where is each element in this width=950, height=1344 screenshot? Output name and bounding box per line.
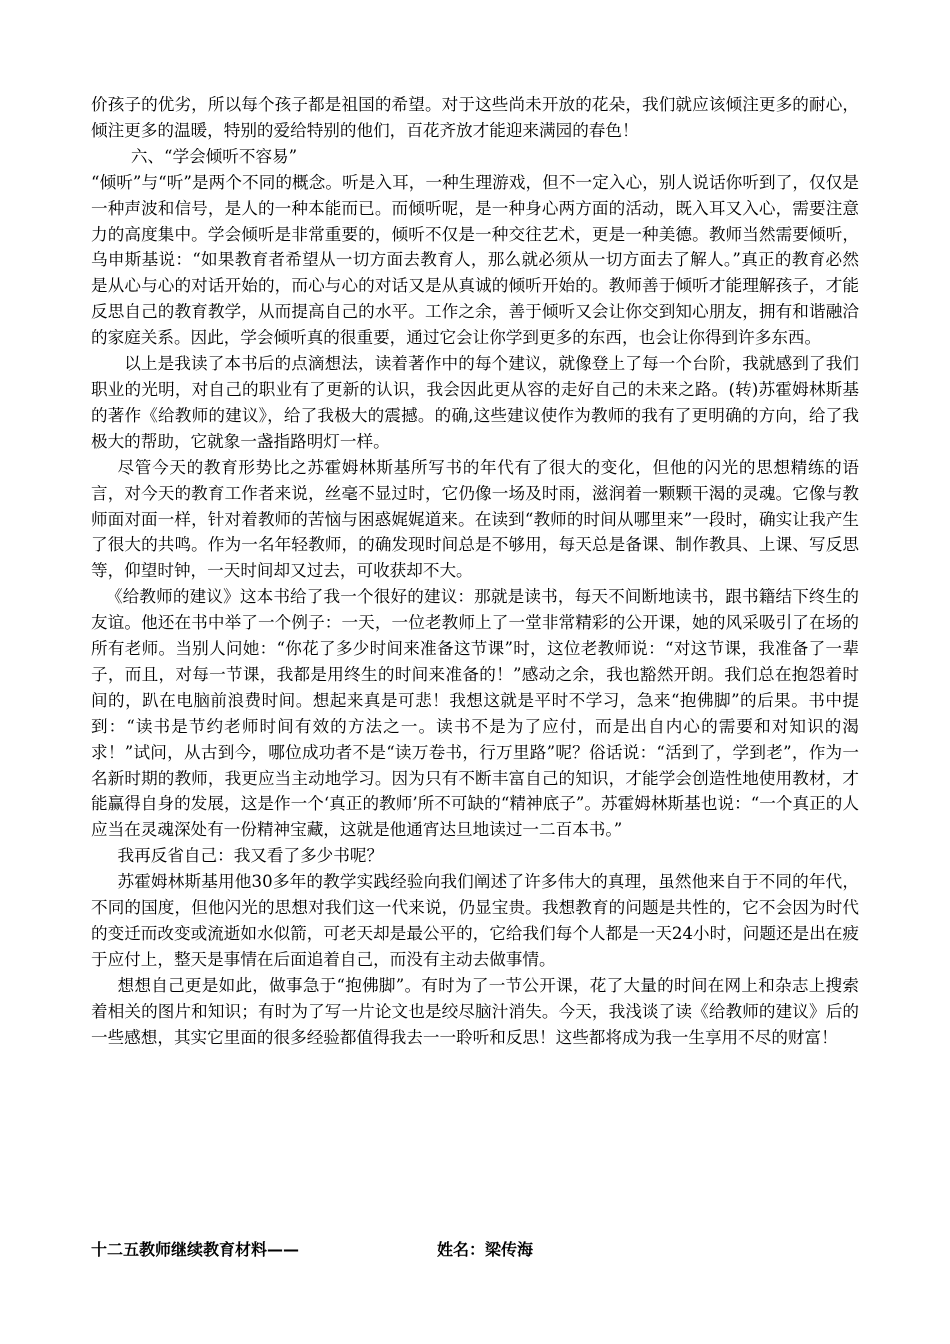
- paragraph-listening: “倾听”与“听”是两个不同的概念。听是入耳，一种生理游戏，但不一定入心，别人说话你听到了，仅仅是一种声波和信号，是人的一种本能而已。而倾听呢，是一种身心两方面的活动，既入耳又入心，需要注意力的高度集中。学会倾听是非常重要的，倾听不仅是一种交往艺术，更是一种美德。教师当然需要倾听，乌申斯基说：“如果教育者希望从一切方面去教育人，那么就必须从一切方面去了解人。”真正的教育必然是从心与心的对话开始的，而心与心的对话又是从真诚的倾听开始的。教师善于倾听才能理解孩子，才能反思自己的教育教学，从而提高自己的水平。工作之余，善于倾听又会让你交到知心朋友，拥有和谐融洽的家庭关系。因此，学会倾听真的很重要，通过它会让你学到更多的东西，也会让你得到许多东西。: [91, 172, 859, 348]
- document-body: [91, 92, 859, 1051]
- paragraph-continuation: 价孩子的优劣，所以每个孩子都是祖国的希望。对于这些尚未开放的花朵，我们就应该倾注更多的耐心，倾注更多的温暖，特别的爱给特别的他们，百花齐放才能迎来满园的春色！: [91, 95, 859, 140]
- paragraph-reading-advice: 《给教师的建议》这本书给了我一个很好的建议：那就是读书，每天不间断地读书，跟书籍结下终生的友谊。他还在书中举了一个例子：一天，一位老教师上了一堂非常精彩的公开课，她的风采吸引了在场的所有老师。当别人问她：“你花了多少时间来准备这节课”时，这位老教师说：“对这节课，我准备了一辈子，而且，对每一节课，我都是用终生的时间来准备的！”感动之余，我也豁然开朗。我们总在抱怨着时间的，趴在电脑前浪费时间。想起来真是可悲！我想这就是平时不学习，急来“抱佛脚”的后果。书中提到：“读书是节约老师时间有效的方法之一。读书不是为了应付，而是出自内心的需要和对知识的渴求！”试问，从古到今，哪位成功者不是“读万卷书，行万里路”呢？俗话说：“活到了，学到老”，作为一名新时期的教师，我更应当主动地学习。因为只有不断丰富自己的知识，才能学会创造性地使用教材，才能赢得自身的发展，这是作一个‘真正的教师’所不可缺的“精神底子”。苏霍姆林斯基也说：“一个真正的人应当在灵魂深处有一份精神宝藏，这就是他通宵达旦地读过一二百本书。”: [91, 587, 859, 840]
- author-name-label: 姓名：梁传海: [437, 1240, 534, 1259]
- paragraph-self-reflection: 我再反省自己：我又看了多少书呢？: [117, 846, 384, 866]
- material-label: 十二五教师继续教育材料——: [91, 1240, 300, 1259]
- paragraph-truth: 苏霍姆林斯基用他30多年的教学实践经验向我们阐述了许多伟大的真理，虽然他来自于不同的年代，不同的国度，但他闪光的思想对我们这一代来说，仍显宝贵。我想教育的问题是共性的，它不会因为时代的变迁而改变或流逝如水似箭，可老天却是最公平的，它给我们每个人都是一天24小时，问题还是出在疲于应付上，整天是事情在后面追着自己，而没有主动去做事情。: [91, 872, 859, 969]
- paragraph-conclusion: 想想自己更是如此，做事急于“抱佛脚”。有时为了一节公开课，花了大量的时间在网上和杂志上搜索着相关的图片和知识；有时为了写一片论文也是绞尽脑汁消失。今天，我浅谈了读《给教师的建议》后的一些感想，其实它里面的很多经验都值得我去一一聆听和反思！这些都将成为我一生享用不尽的财富！: [91, 975, 859, 1047]
- section-heading-listening: 六、“学会倾听不容易”: [130, 146, 298, 166]
- paragraph-education-situation: 尽管今天的教育形势比之苏霍姆林斯基所写书的年代有了很大的变化，但他的闪光的思想精练的语言，对今天的教育工作者来说，丝毫不显过时，它仍像一场及时雨，滋润着一颗颗干渴的灵魂。它像与教师面对面一样，针对着教师的苦恼与困惑娓娓道来。在读到“教师的时间从哪里来”一段时，确实让我产生了很大的共鸣。作为一名年轻教师，的确发现时间总是不够用，每天总是备课、制作教具、上课、写反思等，仰望时钟，一天时间却又过去，可收获却不大。: [91, 457, 859, 581]
- paragraph-summary: 以上是我读了本书后的点滴想法，读着著作中的每个建议，就像登上了每一个台阶，我就感到了我们职业的光明，对自己的职业有了更新的认识，我会因此更从容的走好自己的未来之路。(转)苏霍姆林斯基的著作《给教师的建议》，给了我极大的震撼。的确,这些建议使作为教师的我有了更明确的方向，给了我极大的帮助，它就象一盏指路明灯一样。: [91, 354, 859, 451]
